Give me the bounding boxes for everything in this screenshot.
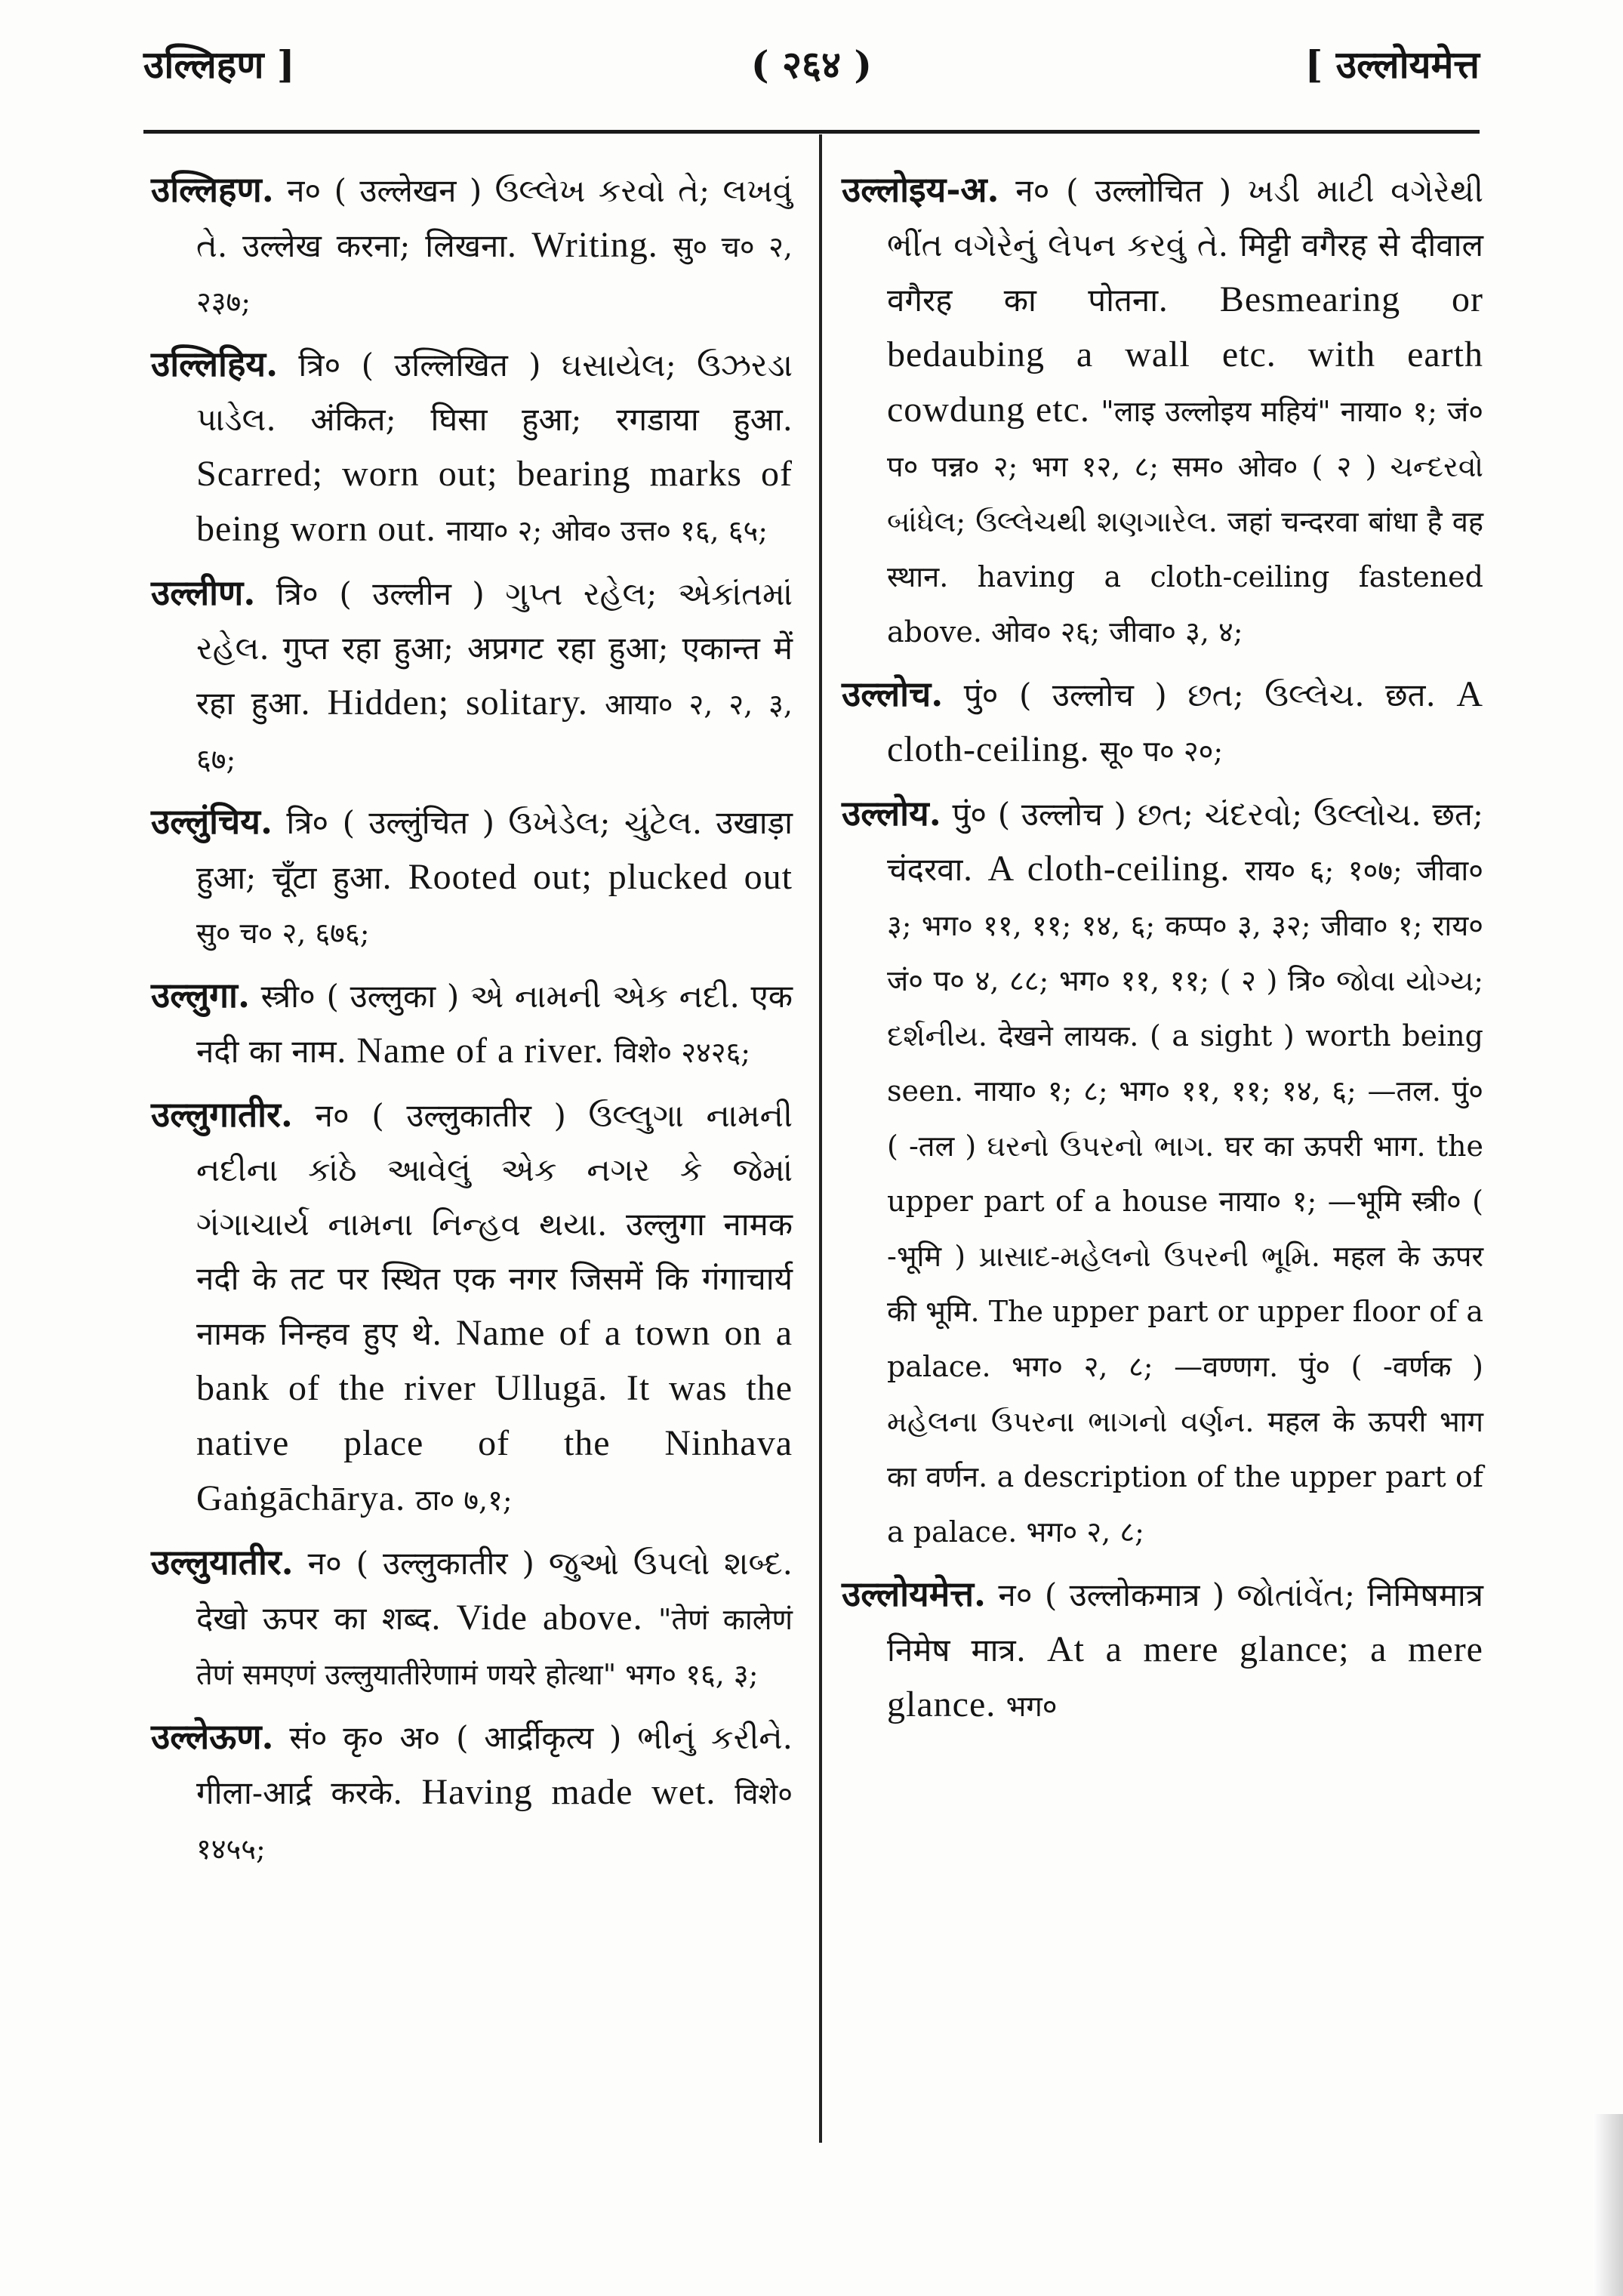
entry-references: भग० [1006, 1690, 1058, 1723]
dictionary-entry [842, 1567, 1483, 1734]
entry-definition: पुं० ( उल्लोच ) છત; ચંદરવો; ઉલ્લોચ. छत; चंदरवा. [887, 796, 1483, 888]
dictionary-entry [151, 337, 793, 558]
entry-references: सू० प० २०; [1099, 735, 1224, 768]
header-right-guideword: [ उल्लोयमेत्त [1304, 42, 1480, 87]
entry-english: Scarred; worn out; bearing marks of being worn out. [196, 454, 793, 549]
entry-headword: उल्लुयातीर. [151, 1542, 294, 1583]
entry-headword: उल्लुगातीर. [151, 1094, 293, 1135]
entry-headword: उल्लिहिय. [151, 344, 279, 384]
dictionary-entry [151, 162, 793, 329]
entry-english: Rooted out; plucked out [408, 857, 793, 897]
entry-definition: त्रि० ( उल्लीन ) ગુપ્ત રહેલ; એકાંતમાં રહેલ. गुप्त रहा हुआ; अप्रगट रहा हुआ; एकान्त में रहा हुआ. [196, 575, 793, 722]
entry-references: विशे० २४२६; [614, 1036, 751, 1069]
dictionary-entry [151, 794, 793, 960]
dictionary-entry [842, 786, 1483, 1559]
entry-references: ठा० ७,१; [415, 1484, 513, 1517]
entry-headword: उल्लोइय-अ. [842, 169, 999, 210]
entry-headword: उल्लोयमेत्त. [842, 1573, 987, 1614]
dictionary-entry [151, 1087, 793, 1527]
entry-headword: उल्लिहण. [151, 169, 274, 210]
dictionary-entry [151, 968, 793, 1080]
entry-references: नाया० २; ओव० उत्त० १६, ६५; [445, 514, 768, 547]
page-header [143, 30, 1480, 98]
entry-definition: त्रि० ( उल्लुंचित ) ઉખેડેલ; ચુંટેલ. उखाड़ा हुआ; चूँटा हुआ. [196, 804, 793, 896]
left-column [151, 162, 793, 1884]
entry-definition: न० ( उल्लुकातीर ) જુઓ ઉપલો શબ્દ. देखो ऊपर का शब्द. [196, 1545, 793, 1637]
entry-definition: पुं० ( उल्लोच ) છત; ઉલ્લેચ. छत. [963, 676, 1436, 713]
entry-english: A cloth-ceiling. [887, 674, 1483, 769]
dictionary-entry [842, 667, 1483, 778]
entry-english: Hidden; solitary. [327, 683, 588, 723]
entry-english: Writing. [531, 225, 658, 265]
entry-headword: उल्लोच. [842, 673, 944, 714]
entry-definition: त्रि० ( उल्लिखित ) ઘસાયેલ; ઉઝરડા પાડેલ. अंकित; घिसा हुआ; रगडाया हुआ. [196, 347, 793, 438]
right-column [842, 162, 1483, 1741]
entry-english: Besmearing or bedaubing a wall etc. with earth cowdung etc. [887, 279, 1484, 430]
entry-references: आया० २, २, ३, ६७; [196, 688, 793, 776]
entry-references: "लाइ उल्लोइय महियं" नाया० १; जं० प० पन्न० २; भग १२, ८; सम० ओव० ( २ ) ચન્દરવો બાંધેલ; ઉલ્લેચથી શણગારેલ. जहां चन्दरवा बांधा है वह स्थान. having a cloth-ceiling fastened above. ओव० २६; जीवा० ३, ४; [887, 395, 1484, 649]
dictionary-entry [842, 162, 1483, 659]
entry-definition: न० ( उल्लुकातीर ) ઉલ્લુગા નામની નદીના કાંઠે આવેલું એક નગર કે જેમાં ગંગાચાર્ય નામના નિન્હવ થયા. उल्लुगा नामक नदी के तट पर स्थित एक नगर जिसमें कि गंगाचार्य नामक निन्हव हुए थे. [196, 1097, 793, 1352]
dictionary-entry [151, 566, 793, 787]
header-rule [143, 130, 1480, 134]
entry-headword: उल्लुगा. [151, 975, 250, 1015]
entry-headword: उल्लेऊण. [151, 1716, 274, 1757]
entry-references: राय० ६; १०७; जीवा० ३; भग० ११, ११; १४, ६; कप्प० ३, ३२; जीवा० १; राय० जं० प० ४, ८८; भग० ११, ११; ( २ ) त्रि० જોવા યોગ્ય; દર્શનીય. देखने लायक. ( a sight ) worth being seen. नाया० १; ८; भग० ११, ११; १४, ६; —तल. पुं० ( -तल ) ઘરનો ઉપરનો ભાગ. घर का ऊपरी भाग. the upper part of a house नाया० १; —भूमि स्त्री० ( -भूमि ) પ્રાસાદ-મહેલનો ઉપરની ભૂમિ. महल के ऊपर की भूमि. The upper part or upper floor of a palace. भग० २, ८; —वण्णग. पुं० ( -वर्णक ) મહેલના ઉપરના ભાગનો વર્ણન. महल के ऊपरी भाग का वर्णन. a description of the upper part of a palace. भग० २, ८; [887, 854, 1483, 1549]
entry-english: Name of a town on a bank of the river Ullugā. It was the native place of the Ninhava Gaṅgāchārya. [196, 1313, 793, 1518]
entry-headword: उल्लोय. [842, 793, 941, 834]
column-divider [819, 134, 822, 2143]
entry-english: Name of a river. [356, 1031, 605, 1071]
entry-references: सु० च० २, ६७६; [196, 917, 370, 950]
entry-definition: सं० कृ० अ० ( आर्द्रीकृत्य ) ભીનું કરીને. गीला-आर्द्र करके. [196, 1719, 793, 1811]
dictionary-entry [151, 1709, 793, 1876]
entry-headword: उल्लीण. [151, 572, 256, 613]
header-left-guideword: उल्लिहण ] [143, 42, 295, 87]
page-number: ( २६४ ) [750, 42, 873, 87]
entry-headword: उल्लुंचिय. [151, 801, 273, 842]
entry-references: विशे० १४५५; [196, 1777, 793, 1866]
entry-definition: न० ( उल्लोकमात्र ) જોતાંવેંત; निमिषमात्र निमेष मात्र. [887, 1576, 1483, 1669]
entry-definition: न० ( उल्लेखन ) ઉલ્લેખ કરવો તે; લખવું તે. उल्लेख करना; लिखना. [196, 172, 793, 264]
dictionary-entry [151, 1535, 793, 1702]
entry-english: At a mere glance; a mere glance. [887, 1629, 1483, 1724]
entry-english: Vide above. [456, 1598, 643, 1638]
entry-english: A cloth-ceiling. [987, 849, 1230, 889]
entry-definition: स्त्री० ( उल्लुका ) એ નામની એક નદી. एक नदी का नाम. [196, 978, 793, 1070]
entry-definition: न० ( उल्लोचित ) ખડી માટી વગેરેથી ભીંત વગેરેનું લેપન કરવું તે. मिट्टी वगैरह से दीवाल वगैरह का पोतना. [887, 172, 1483, 319]
entry-references: सु० च० २, २३७; [196, 230, 793, 319]
entry-references: "तेणं कालेणं तेणं समएणं उल्लुयातीरेणामं णयरे होत्था" भग० १६, ३; [196, 1603, 793, 1691]
scan-edge-shadow [1593, 2114, 1623, 2296]
entry-english: Having made wet. [421, 1772, 716, 1812]
